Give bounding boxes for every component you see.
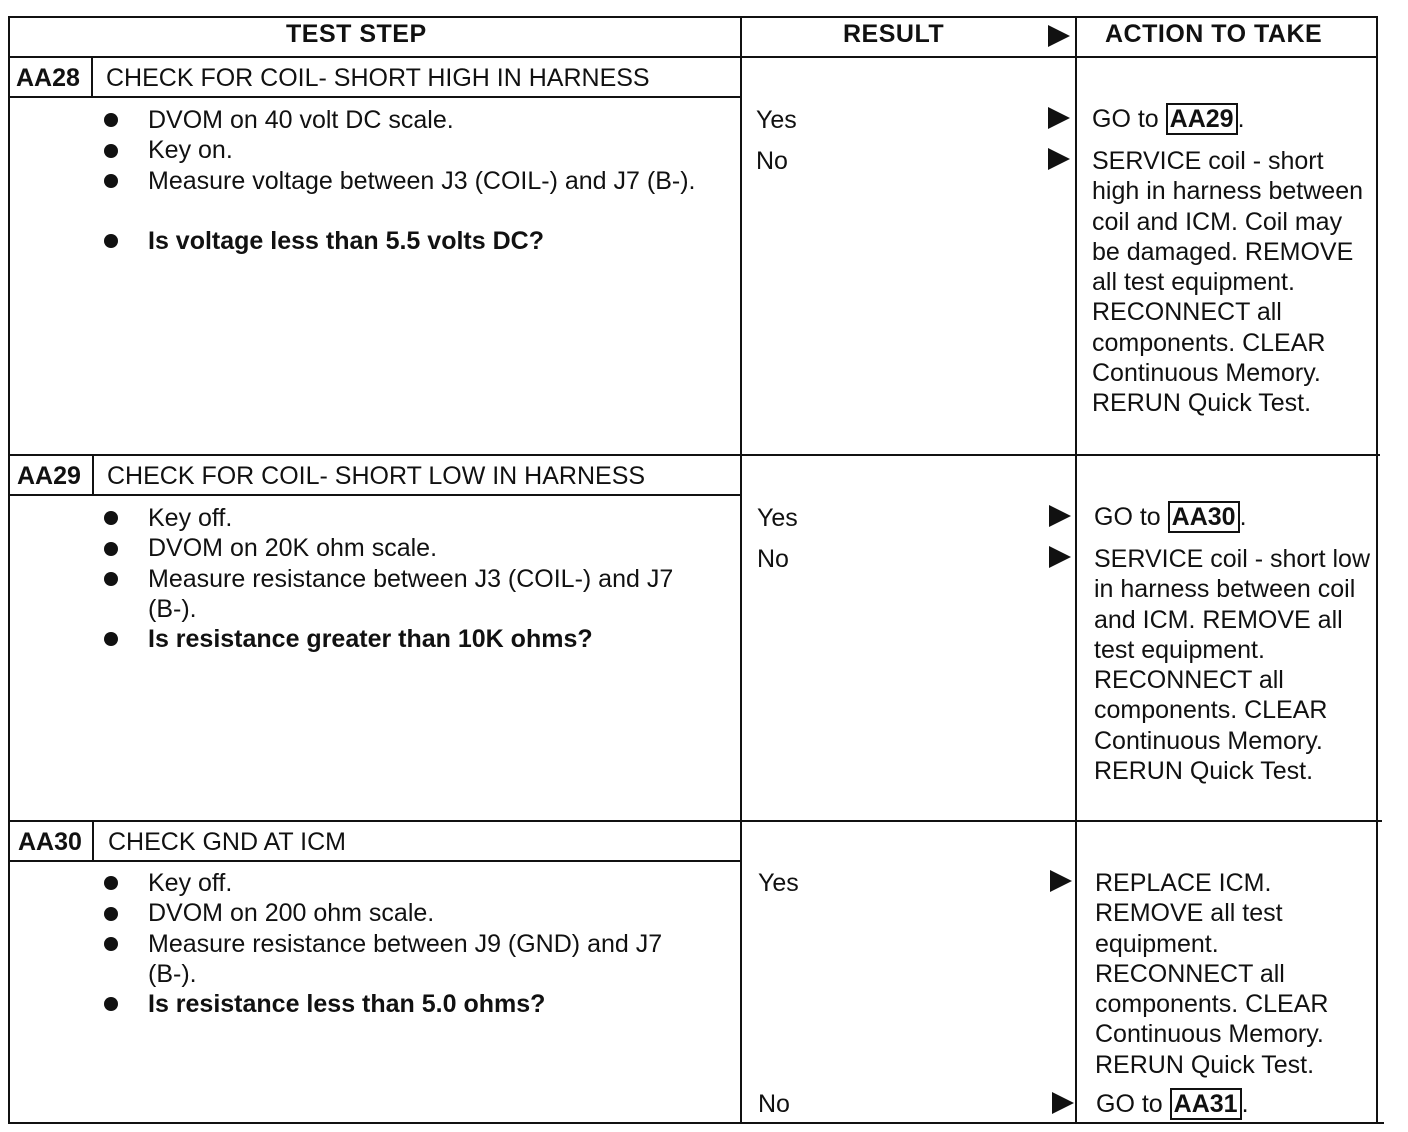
bullet-icon bbox=[104, 542, 118, 556]
bullet-icon bbox=[104, 632, 118, 646]
step-question: Is resistance greater than 10K ohms? bbox=[148, 625, 593, 653]
result-yes: Yes bbox=[758, 869, 799, 897]
header-result: RESULT bbox=[843, 20, 945, 48]
action-text: SERVICE coil - short high in harness between coil and ICM. Coil may be damaged. REMOVE all test equipment. RECONNECT all components. CLEAR Continuous Memory. RERUN Quick Test. bbox=[1092, 147, 1364, 418]
step-question: Is voltage less than 5.5 volts DC? bbox=[148, 227, 544, 255]
result-arrow-icon bbox=[1050, 870, 1072, 892]
aa30-title-underline bbox=[8, 860, 742, 862]
step-title: CHECK GND AT ICM bbox=[108, 828, 346, 856]
step-title: CHECK FOR COIL- SHORT LOW IN HARNESS bbox=[107, 462, 646, 490]
aa29-title-underline bbox=[8, 494, 742, 496]
action-text: SERVICE coil - short low in harness between coil and ICM. REMOVE all test equipment. RECONNECT all components. CLEAR Continuous Memory. RERUN Quick Test. bbox=[1094, 545, 1371, 786]
aa28-title-underline bbox=[8, 96, 742, 98]
result-no: No bbox=[757, 545, 789, 573]
result-arrow-icon bbox=[1048, 148, 1070, 170]
table-right-border bbox=[1376, 16, 1378, 1124]
bullet-icon bbox=[104, 876, 118, 890]
bullet-icon bbox=[104, 234, 118, 248]
step-bullet: Key off. bbox=[148, 869, 233, 897]
result-arrow-icon bbox=[1049, 546, 1071, 568]
result-no: No bbox=[756, 147, 788, 175]
step-code: AA29 bbox=[17, 462, 81, 490]
table-top-border bbox=[8, 16, 1378, 18]
test-result-divider bbox=[740, 16, 742, 1124]
step-bullet: Measure resistance between J3 (COIL-) and J7 (B-). bbox=[148, 565, 674, 623]
row-divider-aa29 bbox=[8, 454, 1380, 456]
step-ref-link[interactable]: AA29 bbox=[1166, 103, 1238, 135]
step-bullet: DVOM on 200 ohm scale. bbox=[148, 899, 435, 927]
action-goto: GO to AA31 . bbox=[1096, 1090, 1249, 1118]
action-text: REPLACE ICM. REMOVE all test equipment. RECONNECT all components. CLEAR Continuous Memory. RERUN Quick Test. bbox=[1095, 869, 1329, 1079]
step-bullet: Measure resistance between J9 (GND) and J7 (B-). bbox=[148, 930, 663, 988]
header-action: ACTION TO TAKE bbox=[1105, 20, 1323, 48]
aa28-code-divider bbox=[91, 56, 93, 98]
result-no: No bbox=[758, 1090, 790, 1118]
table-bottom-border bbox=[8, 1122, 1384, 1124]
bullet-icon bbox=[104, 907, 118, 921]
bullet-icon bbox=[104, 997, 118, 1011]
aa30-code-divider bbox=[92, 820, 94, 862]
step-bullet: DVOM on 40 volt DC scale. bbox=[148, 106, 454, 134]
bullet-icon bbox=[104, 144, 118, 158]
table-left-border bbox=[8, 16, 10, 1124]
step-ref-link[interactable]: AA30 bbox=[1168, 501, 1240, 533]
result-arrow-icon bbox=[1049, 505, 1071, 527]
step-code: AA28 bbox=[16, 64, 80, 92]
header-bottom-border bbox=[8, 56, 1378, 58]
step-code: AA30 bbox=[18, 828, 82, 856]
result-yes: Yes bbox=[757, 504, 798, 532]
row-divider-aa30 bbox=[8, 820, 1382, 822]
bullet-icon bbox=[104, 113, 118, 127]
step-bullet: Key off. bbox=[148, 504, 233, 532]
step-question: Is resistance less than 5.0 ohms? bbox=[148, 990, 546, 1018]
step-bullet: DVOM on 20K ohm scale. bbox=[148, 534, 438, 562]
bullet-icon bbox=[104, 572, 118, 586]
action-goto: GO to AA30 . bbox=[1094, 503, 1247, 531]
step-bullet: Key on. bbox=[148, 136, 233, 164]
step-ref-link[interactable]: AA31 bbox=[1170, 1088, 1242, 1120]
bullet-icon bbox=[104, 174, 118, 188]
bullet-icon bbox=[104, 937, 118, 951]
step-title: CHECK FOR COIL- SHORT HIGH IN HARNESS bbox=[106, 64, 650, 92]
header-arrow-icon bbox=[1048, 25, 1070, 47]
result-arrow-icon bbox=[1052, 1092, 1074, 1114]
aa29-code-divider bbox=[92, 454, 94, 496]
result-arrow-icon bbox=[1048, 107, 1070, 129]
header-test-step: TEST STEP bbox=[286, 20, 427, 48]
action-goto: GO to AA29 . bbox=[1092, 105, 1245, 133]
result-yes: Yes bbox=[756, 106, 797, 134]
bullet-icon bbox=[104, 511, 118, 525]
result-action-divider bbox=[1075, 16, 1077, 1124]
step-bullet: Measure voltage between J3 (COIL-) and J7 (B-). bbox=[148, 167, 696, 195]
